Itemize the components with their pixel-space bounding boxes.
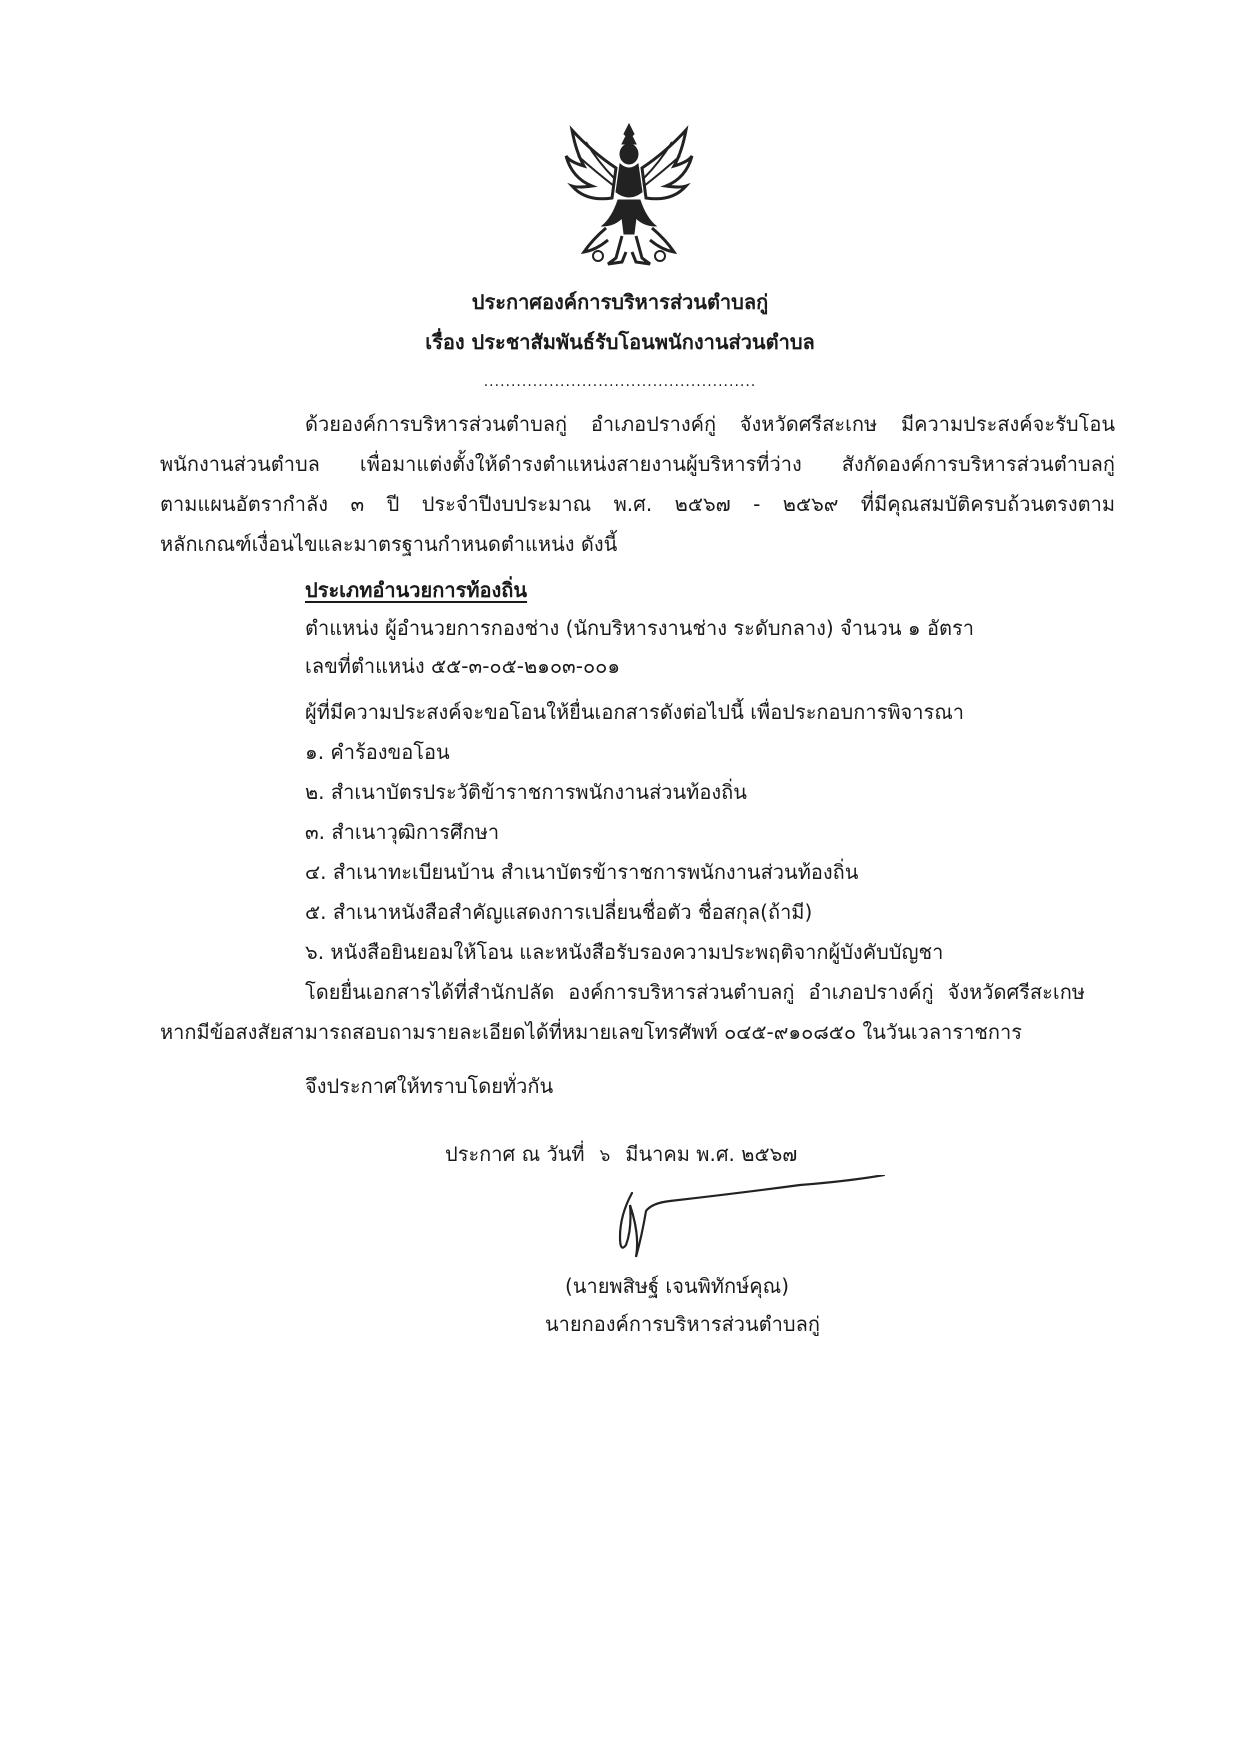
document-item: ๕. สำเนาหนังสือสำคัญแสดงการเปลี่ยนชื่อตัว ชื่อสกุล(ถ้ามี) (305, 900, 813, 924)
intro-line-1: ด้วยองค์การบริหารส่วนตำบลกู่ อำเภอปรางค์กู่ จังหวัดศรีสะเกษ มีความประสงค์จะรับโอน (305, 412, 1115, 436)
signatory-name: (นายพสิษฐ์ เจนพิทักษ์คุณ) (565, 1274, 790, 1298)
document-item: ๑. คำร้องขอโอน (305, 740, 450, 764)
document-subject: เรื่อง ประชาสัมพันธ์รับโอนพนักงานส่วนตำบล (425, 330, 815, 354)
intro-line-2: พนักงานส่วนตำบล เพื่อมาแต่งตั้งให้ดำรงตำแหน่งสายงานผู้บริหารที่ว่าง สังกัดองค์การบริหารส่วนตำบลกู่ (160, 452, 1115, 476)
submission-line-2: หากมีข้อสงสัยสามารถสอบถามรายละเอียดได้ที่หมายเลขโทรศัพท์ ๐๔๕-๙๑๐๘๕๐ ในวันเวลาราชการ (160, 1020, 1022, 1044)
position-title: ตำแหน่ง ผู้อำนวยการกองช่าง (นักบริหารงานช่าง ระดับกลาง) จำนวน ๑ อัตรา (305, 616, 974, 640)
intro-line-4: หลักเกณฑ์เงื่อนไขและมาตรฐานกำหนดตำแหน่ง ดังนี้ (160, 532, 618, 556)
submission-line-1: โดยยื่นเอกสารได้ที่สำนักปลัด องค์การบริหารส่วนตำบลกู่ อำเภอปรางค์กู่ จังหวัดศรีสะเกษ (305, 980, 1085, 1004)
closing-statement: จึงประกาศให้ทราบโดยทั่วกัน (305, 1074, 554, 1098)
signature-icon (600, 1175, 890, 1275)
announcement-date (445, 1140, 797, 1170)
document-item: ๖. หนังสือยินยอมให้โอน และหนังสือรับรองความประพฤติจากผู้บังคับบัญชา (305, 940, 944, 964)
document-item: ๒. สำเนาบัตรประวัติข้าราชการพนักงานส่วนท้องถิ่น (305, 780, 747, 804)
signatory-role: นายกองค์การบริหารส่วนตำบลกู่ (545, 1312, 820, 1336)
document-title: ประกาศองค์การบริหารส่วนตำบลกู่ (471, 290, 769, 314)
garuda-emblem-icon (562, 122, 696, 272)
document-item: ๓. สำเนาวุฒิการศึกษา (305, 820, 500, 844)
date-day: ๖ (599, 1146, 611, 1166)
date-prefix: ประกาศ ณ วันที่ (445, 1142, 585, 1166)
title-separator: .................................................. (483, 374, 757, 390)
document-item: ๔. สำเนาทะเบียนบ้าน สำเนาบัตรข้าราชการพนักงานส่วนท้องถิ่น (305, 860, 859, 884)
position-number: เลขที่ตำแหน่ง ๕๕-๓-๐๕-๒๑๐๓-๐๐๑ (305, 654, 621, 678)
date-rest: มีนาคม พ.ศ. ๒๕๖๗ (625, 1142, 798, 1166)
documents-intro: ผู้ที่มีความประสงค์จะขอโอนให้ยื่นเอกสารดังต่อไปนี้ เพื่อประกอบการพิจารณา (305, 700, 964, 724)
intro-line-3: ตามแผนอัตรากำลัง ๓ ปี ประจำปีงบประมาณ พ.ศ. ๒๕๖๗ - ๒๕๖๙ ที่มีคุณสมบัติครบถ้วนตรงตาม (160, 492, 1115, 516)
position-category-heading: ประเภทอำนวยการท้องถิ่น (305, 578, 528, 602)
